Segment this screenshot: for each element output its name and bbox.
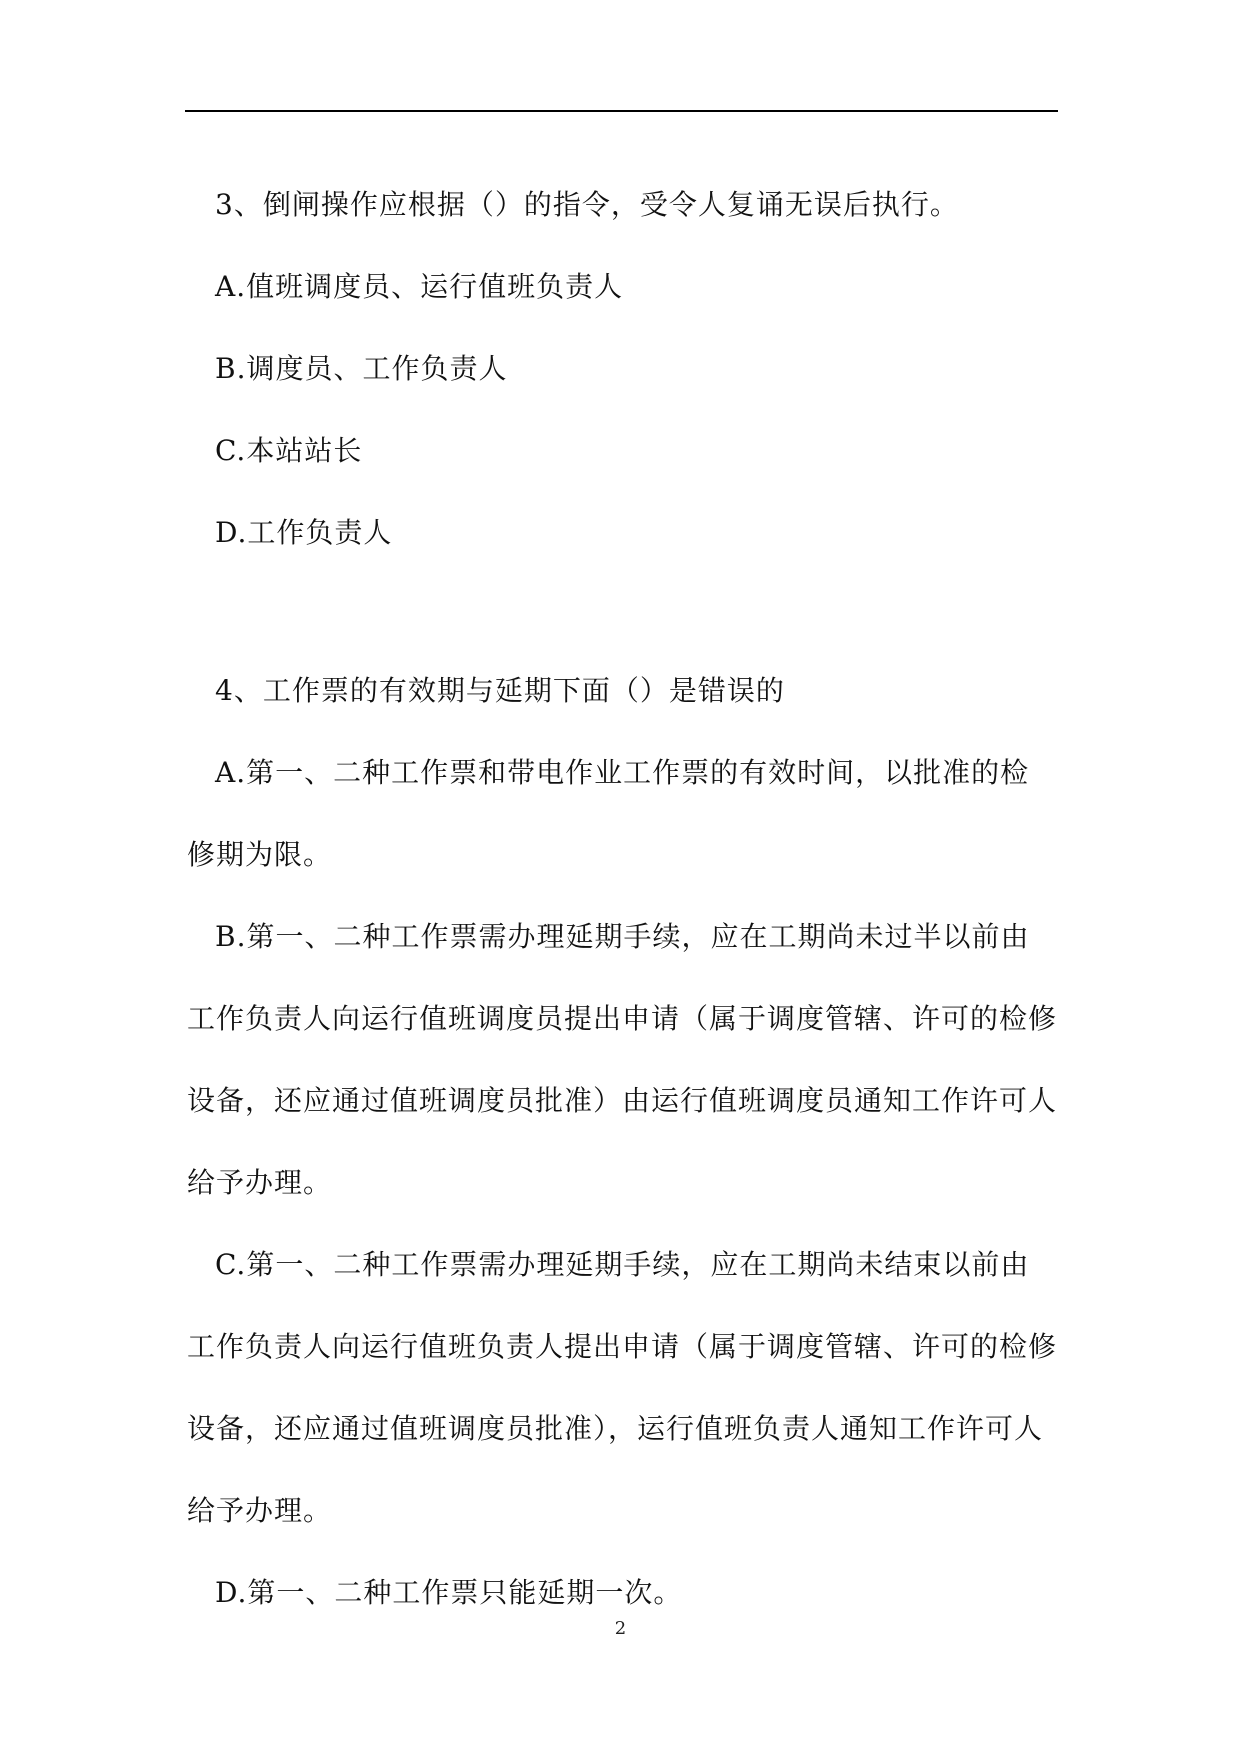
page-number: 2 xyxy=(614,1618,627,1639)
question-4-stem: 4、工作票的有效期与延期下面（）是错误的 xyxy=(215,674,785,707)
document-body xyxy=(187,164,1058,1634)
question-3-option-d: D.工作负责人 xyxy=(215,516,393,549)
question-4-option-a: A.第一、二种工作票和带电作业工作票的有效时间，以批准的检修期为限。 xyxy=(187,756,1030,871)
question-3-option-a: A.值班调度员、运行值班负责人 xyxy=(215,270,624,303)
question-3-stem: 3、倒闸操作应根据（）的指令，受令人复诵无误后执行。 xyxy=(215,188,959,221)
question-4-option-b: B.第一、二种工作票需办理延期手续，应在工期尚未过半以前由工作负责人向运行值班调度员提出申请（属于调度管辖、许可的检修设备，还应通过值班调度员批准）由运行值班调度员通知工作许可人给予办理。 xyxy=(187,920,1058,1199)
question-4-option-d: D.第一、二种工作票只能延期一次。 xyxy=(215,1576,683,1609)
question-4-option-c: C.第一、二种工作票需办理延期手续，应在工期尚未结束以前由工作负责人向运行值班负责人提出申请（属于调度管辖、许可的检修设备，还应通过值班调度员批准），运行值班负责人通知工作许可人给予办理。 xyxy=(187,1248,1058,1527)
header-rule xyxy=(185,110,1058,112)
question-spacer xyxy=(187,574,1058,650)
question-3-option-b: B.调度员、工作负责人 xyxy=(215,352,508,385)
question-3-option-c: C.本站站长 xyxy=(215,434,363,467)
